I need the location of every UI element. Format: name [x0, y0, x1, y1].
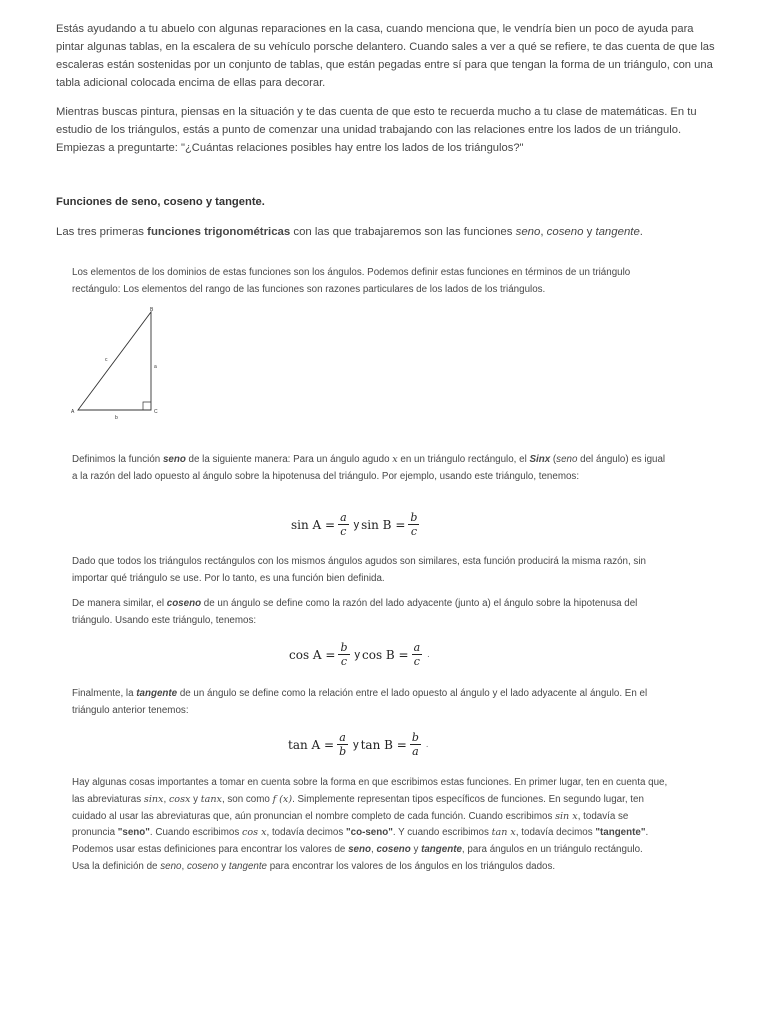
domains-text: Los elementos de los dominios de estas funciones son los ángulos. Podemos definir estas funciones en términos de un triángulo rectángulo: Los elementos del rango de las funciones son razones particulares de los lados de los triángulos.	[72, 267, 631, 295]
math-sinx: sin x	[555, 810, 578, 822]
side-a-label: a	[154, 364, 157, 370]
eq-lhs: tan B =	[360, 737, 407, 752]
vertex-c-label: C	[154, 409, 158, 415]
term-tangente: tangente	[136, 688, 178, 699]
section-lead	[56, 223, 716, 241]
tangente-definition	[72, 686, 672, 720]
notes-text	[72, 775, 672, 842]
text: , todavía se pronuncia	[72, 810, 629, 839]
similar-paragraph	[72, 554, 672, 588]
denominator: c	[410, 525, 417, 538]
math-fx: f (x)	[272, 793, 293, 805]
vertex-b-label: B	[150, 307, 154, 313]
text: Usa la definición de	[72, 860, 161, 872]
text: , para ángulos en un triángulo rectángulo.	[461, 844, 643, 856]
lead-coseno: coseno	[546, 226, 584, 238]
eq-lhs: sin A =	[291, 517, 336, 532]
denominator: b	[339, 745, 347, 758]
lead-text: .	[639, 226, 643, 238]
fraction	[408, 511, 419, 538]
term-seno: seno	[556, 454, 578, 465]
denominator: c	[340, 655, 348, 668]
text: y	[190, 793, 201, 805]
math-cosx: cosx	[168, 793, 191, 805]
numerator: b	[411, 731, 419, 744]
text: (	[550, 454, 557, 465]
text: . Cuando escribimos	[149, 827, 242, 839]
fraction	[410, 731, 421, 758]
text: y	[218, 860, 229, 872]
text: .	[645, 827, 649, 839]
text: . Simplemente representan tipos específicos de funciones. En segundo lugar, ten cuidado al usar las abreviaturas que, aún pronuncian el nombre completo de cada función. Cuando escribimos	[72, 793, 644, 822]
text: de un ángulo se define como la relación entre el lado opuesto al ángulo y el lado adyacente al ángulo. En el triángulo anterior tenemos:	[72, 688, 648, 716]
text: . Y cuando escribimos	[392, 827, 492, 839]
text: en un triángulo rectángulo, el	[397, 454, 530, 465]
text: para encontrar los valores de los ángulos en los triángulos dados.	[267, 860, 556, 872]
numerator: b	[340, 641, 348, 654]
use-text	[72, 842, 672, 859]
side-b-label: b	[115, 415, 118, 421]
text: y	[410, 844, 422, 856]
coseno-definition	[72, 596, 672, 630]
fraction	[412, 641, 423, 668]
text: Podemos usar estas definiciones para encontrar los valores de	[72, 844, 349, 856]
text: de la siguiente manera: Para un ángulo agudo	[185, 454, 393, 465]
quote-seno: "seno"	[117, 827, 150, 839]
lead-text: ,	[540, 226, 547, 238]
math-tanx: tan x	[491, 827, 516, 839]
fraction	[337, 731, 348, 758]
term-coseno: coseno	[166, 598, 202, 609]
period: .	[425, 740, 429, 749]
text: ,	[370, 844, 377, 856]
side-c-label: c	[105, 357, 108, 363]
text: Finalmente, la	[72, 688, 137, 699]
lead-text: y	[583, 226, 596, 238]
lead-text: con las que trabajaremos son las funciones	[290, 226, 516, 238]
denominator: c	[413, 655, 420, 668]
quote-tangente: "tangente"	[595, 827, 646, 839]
text: Hay algunas cosas importantes a tomar en cuenta sobre la forma en que escribimos estas funciones. En primer lugar, ten en cuenta que, las abreviaturas	[72, 777, 668, 805]
text: del ángulo) es igual a la razón del lado opuesto al ángulo sobre la hipotenusa del triángulo. Por ejemplo, usando este triángulo, tenemos:	[72, 454, 666, 482]
fraction	[338, 511, 349, 538]
fraction	[338, 641, 349, 668]
quote-coseno: "co-seno"	[346, 827, 393, 839]
triangle-shape	[78, 312, 151, 410]
numerator: b	[410, 511, 418, 524]
similar-text: Dado que todos los triángulos rectángulos con los mismos ángulos agudos son similares, esta función producirá la misma razón, sin importar qué triángulo se use. Por lo tanto, es una función bien definida.	[72, 556, 646, 584]
conjunction: y	[353, 518, 360, 531]
math-sinx: sinx	[143, 793, 164, 805]
text: , todavía decimos	[266, 827, 347, 839]
term-tangente: tangente	[421, 844, 462, 856]
conjunction: y	[354, 648, 360, 661]
term-seno: seno	[162, 454, 186, 465]
term-tangente: tangente	[228, 860, 268, 872]
notes-block	[72, 775, 672, 876]
term-coseno: coseno	[186, 860, 219, 872]
text: , son como	[221, 793, 273, 805]
lead-text: Las tres primeras	[56, 226, 148, 238]
term-coseno: coseno	[376, 844, 411, 856]
seno-definition-text	[72, 452, 672, 486]
eq-lhs: cos A =	[289, 647, 336, 662]
term-sinx: Sinx	[529, 454, 551, 465]
numerator: a	[339, 731, 346, 744]
eq-lhs: cos B =	[362, 647, 409, 662]
period: .	[427, 650, 430, 659]
term-seno: seno	[348, 844, 371, 856]
right-angle-marker	[143, 402, 151, 410]
term-seno: seno	[160, 860, 182, 872]
math-x: x	[392, 454, 398, 465]
text: ,	[163, 793, 169, 805]
domains-paragraph	[72, 265, 672, 299]
sine-equation	[291, 511, 422, 538]
section-title: Funciones de seno, coseno y tangente.	[56, 196, 265, 208]
tangente-definition-text	[72, 686, 672, 720]
cosine-equation	[289, 641, 430, 668]
eq-lhs: tan A =	[288, 737, 335, 752]
text: , todavía decimos	[515, 827, 596, 839]
right-triangle-diagram	[66, 304, 166, 422]
text: ,	[181, 860, 187, 872]
denominator: c	[340, 525, 347, 538]
coseno-definition-text	[72, 596, 672, 630]
math-cosx: cos x	[241, 827, 267, 839]
numerator: a	[340, 511, 347, 524]
text: De manera similar, el	[72, 598, 167, 609]
numerator: a	[413, 641, 421, 654]
task-text	[72, 859, 672, 876]
conjunction: y	[353, 738, 359, 751]
lead-bold-term: funciones trigonométricas	[147, 226, 291, 238]
tangent-equation	[288, 731, 428, 758]
vertex-a-label: A	[71, 409, 75, 415]
intro-text-1: Estás ayudando a tu abuelo con algunas reparaciones en la casa, cuando menciona que, le vendría bien un poco de ayuda para pintar algunas tablas, en la escalera de su vehículo porsche delantero. Cuando sales a ver a qué se refiere, te das cuenta de que las escaleras están sostenidas por un conjunto de tablas, que están pegadas entre sí para que tengan la forma de un triángulo, con una tabla adicional colocada encima de ellas para decorar.	[56, 23, 715, 89]
lead-seno: seno	[515, 226, 541, 238]
eq-lhs: sin B =	[361, 517, 406, 532]
denominator: a	[412, 745, 419, 758]
seno-definition	[72, 452, 672, 486]
lead-tangente: tangente	[595, 226, 640, 238]
text: Definimos la función	[72, 454, 163, 465]
intro-text-2: Mientras buscas pintura, piensas en la situación y te das cuenta de que esto te recuerda mucho a tu clase de matemáticas. En tu estudio de los triángulos, estás a punto de comenzar una unidad trabajando con las relaciones entre los lados de un triángulo. Empiezas a preguntarte: "¿Cuántas relaciones posibles hay entre los lados de los triángulos?"	[56, 106, 697, 154]
text: de un ángulo se define como la razón del lado adyacente (junto a) el ángulo sobre la hipotenusa del triángulo. Usando este triángulo, tenemos:	[72, 598, 638, 626]
intro-paragraph-1	[56, 20, 720, 92]
math-tanx: tanx	[200, 793, 222, 805]
intro-paragraph-2	[56, 103, 720, 157]
